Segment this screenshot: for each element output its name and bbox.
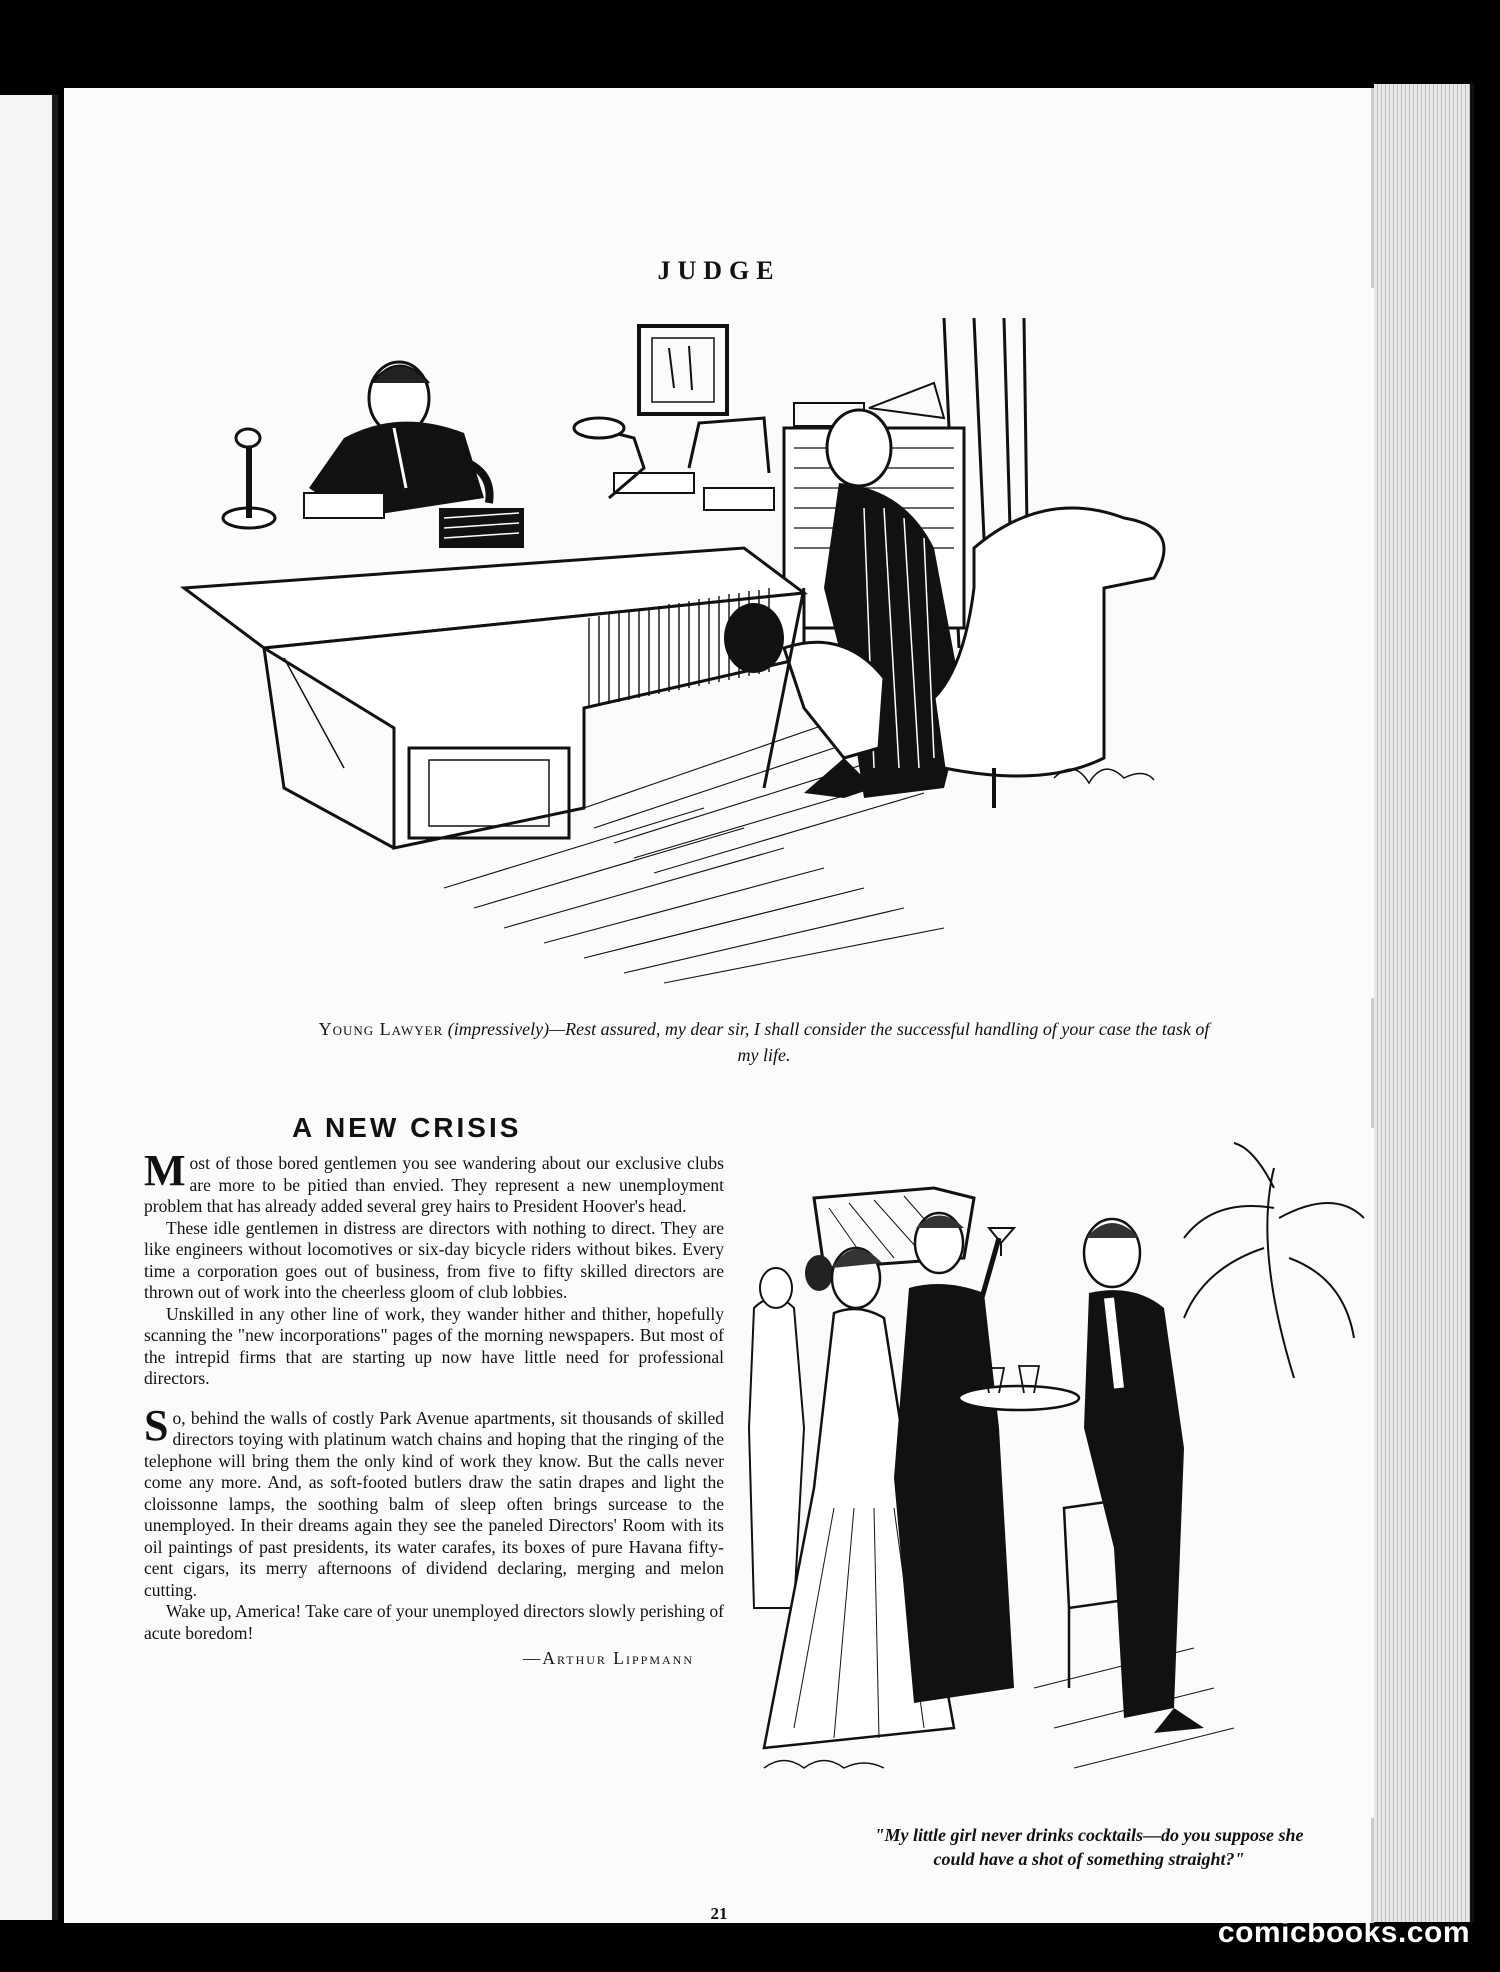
caption-speaker: Young Lawyer <box>318 1019 444 1039</box>
caption-stage-direction: (impressively) <box>447 1019 550 1039</box>
article-paragraph: These idle gentlemen in distress are directors with nothing to direct. They are like engineers without locomotives or six-day bicycle riders without bikes. Every time a corporation goes out of business, from five to fifty skilled directors are thrown out of work into the cheerless gloom of club lobbies. <box>144 1217 724 1302</box>
facing-page-edge <box>0 95 58 1920</box>
article-paragraph: Wake up, America! Take care of your unemployed directors slowly perishing of acute boredom! <box>144 1601 724 1643</box>
article-paragraph: Unskilled in any other line of work, they wander hither and thither, hopefully scanning the "new incorporations" pages of the morning newspapers. But most of the intrepid firms that are starting up now have little need for professional directors. <box>144 1303 724 1388</box>
drop-cap: M <box>144 1146 186 1195</box>
page-number: 21 <box>710 1904 728 1923</box>
book-page-edges <box>1374 84 1474 1922</box>
caption-dialogue: —Rest assured, my dear sir, I shall consider the successful handling of your case the task of my life. <box>549 1019 1210 1065</box>
byline: —Arthur Lippmann <box>522 1648 694 1668</box>
top-cartoon-caption <box>314 1016 1214 1068</box>
running-head: JUDGE <box>657 256 781 285</box>
article-paragraph: So, behind the walls of costly Park Avenue apartments, sit thousands of skilled directors toying with platinum watch chains and hoping that the ringing of the telephone will bring them the only kind of work they know. But the calls never come any more. And, as soft-footed butlers draw the satin drapes and light the cloissonne lamps, the soothing balm of sleep often brings surcease to the unemployed. In their dreams again they see the paneled Directors' Room with its oil paintings of past presidents, its water carafes, its boxes of pure Havana fifty-cent cigars, its merry afternoons of dividend declaring, merging and melon cutting. <box>144 1400 724 1600</box>
drop-cap: S <box>144 1400 169 1450</box>
article-title: A NEW CRISIS <box>292 1112 522 1143</box>
lawyer-office-illustration <box>144 288 1374 998</box>
cocktail-party-illustration <box>734 1128 1374 1818</box>
watermark-logo: comicbooks.com <box>1217 1916 1470 1949</box>
article-paragraph: Most of those bored gentlemen you see wandering about our exclusive clubs are more to be pitied than envied. They represent a new unemployment problem that has already added several grey hairs to President Hoover's head. <box>144 1146 724 1216</box>
magazine-page <box>64 88 1374 1923</box>
article-body <box>144 1146 724 1670</box>
right-cartoon-caption: "My little girl never drinks cocktails—do you suppose she could have a shot of something straight?" <box>874 1825 1304 1869</box>
